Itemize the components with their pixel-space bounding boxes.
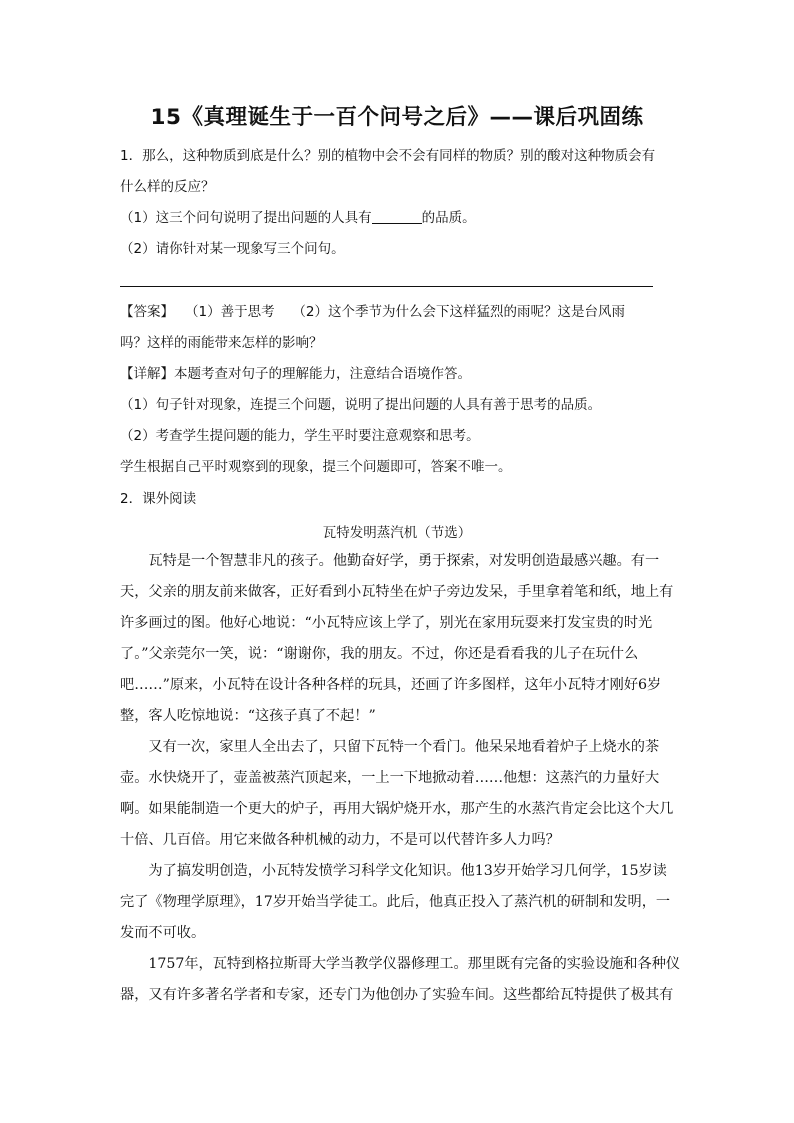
passage-line: 了。”父亲莞尔一笑，说：“谢谢你，我的朋友。不过，你还是看看我的儿子在玩什么 xyxy=(120,646,639,662)
sub-1-suffix: 的品质。 xyxy=(421,210,476,226)
passage-line: 为了搞发明创造，小瓦特发愤学习科学文化知识。他13岁开始学习几何学，15岁读 xyxy=(120,863,667,879)
passage-line: 许多画过的图。他好心地说：“小瓦特应该上学了，别光在家用玩耍来打发宝贵的时光 xyxy=(120,615,653,631)
question-1-sub-1 xyxy=(120,209,476,227)
passage-title: 瓦特发明蒸汽机（节选） xyxy=(322,525,472,541)
detail-line-4: 学生根据自己平时观察到的现象，提三个问题即可，答案不唯一。 xyxy=(120,459,512,475)
passage-line: 天，父亲的朋友前来做客，正好看到小瓦特坐在炉子旁边发呆，手里拿着笔和纸，地上有 xyxy=(120,584,674,600)
passage-line: 完了《物理学原理》，17岁开始当学徒工。此后，他真正投入了蒸汽机的研制和发明，一 xyxy=(120,894,671,910)
document-title: 15《真理诞生于一百个问号之后》——课后巩固练 xyxy=(150,105,644,130)
detail-line-2: （1）句子针对现象，连提三个问题，说明了提出问题的人具有善于思考的品质。 xyxy=(120,397,602,413)
answer-line-1: 【答案】 （1）善于思考 （2）这个季节为什么会下这样猛烈的雨呢？这是台风雨 xyxy=(120,304,626,320)
answer-line xyxy=(120,286,653,287)
passage-line: 吧……”原来，小瓦特在设计各种各样的玩具，还画了许多图样，这年小瓦特才刚好6岁 xyxy=(120,677,662,693)
question-2-label: 2．课外阅读 xyxy=(120,491,197,507)
passage-line: 器，又有许多著名学者和专家，还专门为他创办了实验车间。这些都给瓦特提供了极其有 xyxy=(120,987,674,1003)
passage-line: 整，客人吃惊地说：“这孩子真了不起！” xyxy=(120,708,376,724)
passage-line: 1757年，瓦特到格拉斯哥大学当教学仪器修理工。那里既有完备的实验设施和各种仪 xyxy=(120,956,681,972)
passage-line: 又有一次，家里人全出去了，只留下瓦特一个看门。他呆呆地看着炉子上烧水的茶 xyxy=(120,739,660,755)
passage-line: 啊。如果能制造一个更大的炉子，再用大锅炉烧开水，那产生的水蒸汽肯定会比这个大几 xyxy=(120,801,674,817)
passage-line: 瓦特是一个智慧非凡的孩子。他勤奋好学，勇于探索，对发明创造最感兴趣。有一 xyxy=(120,553,660,569)
sub-1-prefix: （1）这三个问句说明了提出问题的人具有 xyxy=(120,210,372,226)
passage-line: 十倍、几百倍。用它来做各种机械的动力，不是可以代替许多人力吗？ xyxy=(120,832,560,848)
question-1-sub-2: （2）请你针对某一现象写三个问句。 xyxy=(120,241,345,257)
answer-blank xyxy=(372,209,422,224)
answer-line-2: 吗？这样的雨能带来怎样的影响？ xyxy=(120,335,323,351)
detail-line-1: 【详解】本题考查对句子的理解能力，注意结合语境作答。 xyxy=(120,366,471,382)
detail-line-3: （2）考查学生提问题的能力，学生平时要注意观察和思考。 xyxy=(120,428,480,444)
question-1-line-1: 1．那么，这种物质到底是什么？别的植物中会不会有同样的物质？别的酸对这种物质会有 xyxy=(120,148,656,164)
passage-line: 发而不可收。 xyxy=(120,925,206,941)
question-1-line-2: 什么样的反应？ xyxy=(120,179,215,195)
passage-line: 壶。水快烧开了，壶盖被蒸汽顶起来，一上一下地掀动着……他想：这蒸汽的力量好大 xyxy=(120,770,660,786)
